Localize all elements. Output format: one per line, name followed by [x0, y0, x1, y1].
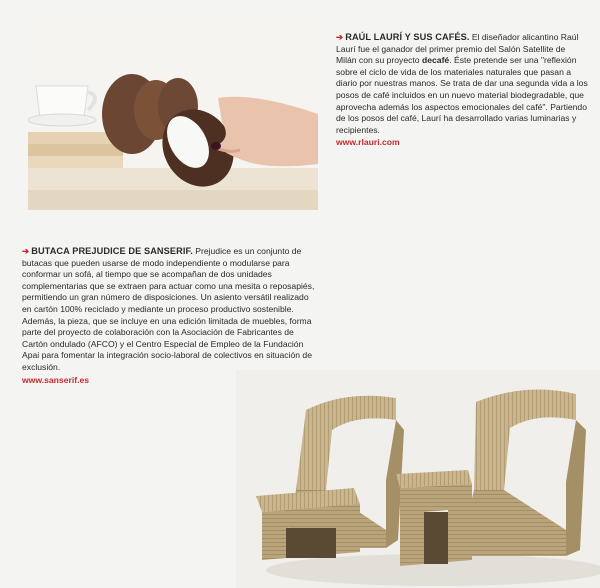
project-name: decafé [421, 55, 450, 66]
article-heading: BUTACA PREJUDICE DE SANSERIF. [31, 246, 193, 256]
article-sanserif [22, 246, 318, 386]
article-link[interactable]: www.rlauri.com [336, 137, 400, 148]
article-raul-lauri [336, 32, 588, 149]
decafe-photo [28, 14, 318, 210]
article-body: El diseñador alicantino Raúl Laurí fue el ganador del primer premio del Salón Satellite de Milán con su proyecto [336, 32, 579, 66]
article-heading: RAÚL LAURÍ Y SUS CAFÉS. [345, 32, 470, 42]
prejudice-armchair-photo [236, 370, 600, 588]
article-link[interactable]: www.sanserif.es [22, 374, 90, 385]
article-body: Prejudice es un conjunto de butacas que pueden usarse de modo independiente o modularse para conformar un sofá, al tiempo que se acompañan de dos unidades complementarias que se extraen para actuar como una mesita o reposapiés, permitiendo un gran número de disposiciones. Un asiento versátil realizado en cartón 100% reciclado y mediante un proceso productivo sostenible. Además, la pieza, que se incluye en una edición limitada de muebles, forma parte del proyecto de colaboración con la Asociación de Fabricantes de Cartón ondulado (AFCO) y el Centro Especial de Empleo de la Fundación Apai para fomentar la integración socio-laboral de colectivos en situación de exclusión. [22, 246, 315, 372]
red-arrow-icon: ➔ [336, 32, 344, 42]
article-body-continued: . Éste pretende ser una "reflexión sobre el ciclo de vida de los materiales naturales que pasan a diario por nuestras manos. Se trata de dar una segunda vida a los posos de café incluidos en un nuevo material biodegradable, que aprovecha además los aspectos emocionales del café". Partiendo de los posos del café, Laurí ha desarrollado varias luminarias y recipientes. [336, 55, 588, 135]
red-arrow-icon: ➔ [22, 246, 30, 256]
